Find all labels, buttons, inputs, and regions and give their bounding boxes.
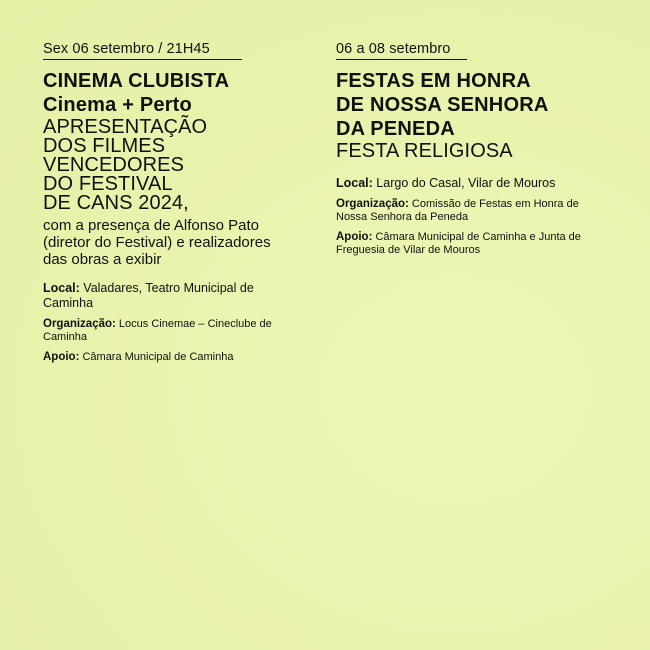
event-description <box>43 217 308 268</box>
support-value-line: Freguesia de Vilar de Mouros <box>336 244 481 256</box>
event-subtitle-line: DOS FILMES <box>43 135 166 157</box>
event-left <box>43 40 308 364</box>
organization-label: Organização: <box>336 198 409 210</box>
organization-label: Organização: <box>43 318 116 330</box>
event-title-line: DA PENEDA <box>336 118 455 140</box>
event-subtitle-line: DE CANS 2024, <box>43 192 189 214</box>
location-value-line: Valadares, Teatro Municipal de <box>83 281 254 295</box>
event-subtitle <box>43 118 308 213</box>
event-organization <box>336 198 611 224</box>
event-right <box>336 40 611 257</box>
event-description-line: com a presença de Alfonso Pato <box>43 217 259 234</box>
event-title-line: FESTAS EM HONRA <box>336 70 531 92</box>
support-label: Apoio: <box>336 231 373 243</box>
event-organization <box>43 318 308 344</box>
event-title <box>43 69 308 117</box>
support-value-line: Câmara Municipal de Caminha e Junta de <box>375 231 581 243</box>
event-title <box>336 69 611 141</box>
organization-value-line: Caminha <box>43 331 88 343</box>
event-description-line: das obras a exibir <box>43 251 162 268</box>
event-date: 06 a 08 setembro <box>336 40 467 60</box>
location-value-line: Caminha <box>43 296 94 310</box>
event-title-line: DE NOSSA SENHORA <box>336 94 549 116</box>
event-support <box>336 231 611 257</box>
event-date: Sex 06 setembro / 21H45 <box>43 40 242 60</box>
event-location <box>336 176 611 191</box>
location-value-line: Largo do Casal, Vilar de Mouros <box>376 176 556 190</box>
support-label: Apoio: <box>43 351 80 363</box>
organization-value-line: Nossa Senhora da Peneda <box>336 211 469 223</box>
event-subtitle-line: APRESENTAÇÃO <box>43 116 208 138</box>
event-title-line: Cinema + Perto <box>43 94 192 116</box>
location-label: Local: <box>43 281 80 295</box>
event-title-line: CINEMA CLUBISTA <box>43 70 230 92</box>
event-location <box>43 281 308 311</box>
event-support <box>43 351 308 364</box>
event-subtitle-line: FESTA RELIGIOSA <box>336 140 513 162</box>
event-subtitle-line: VENCEDORES <box>43 154 185 176</box>
event-subtitle <box>336 142 611 161</box>
location-label: Local: <box>336 176 373 190</box>
event-description-line: (diretor do Festival) e realizadores <box>43 234 271 251</box>
support-value-line: Câmara Municipal de Caminha <box>82 351 234 363</box>
organization-value-line: Locus Cinemae – Cineclube de <box>118 318 272 330</box>
organization-value-line: Comissão de Festas em Honra de <box>411 198 579 210</box>
event-subtitle-line: DO FESTIVAL <box>43 173 173 195</box>
